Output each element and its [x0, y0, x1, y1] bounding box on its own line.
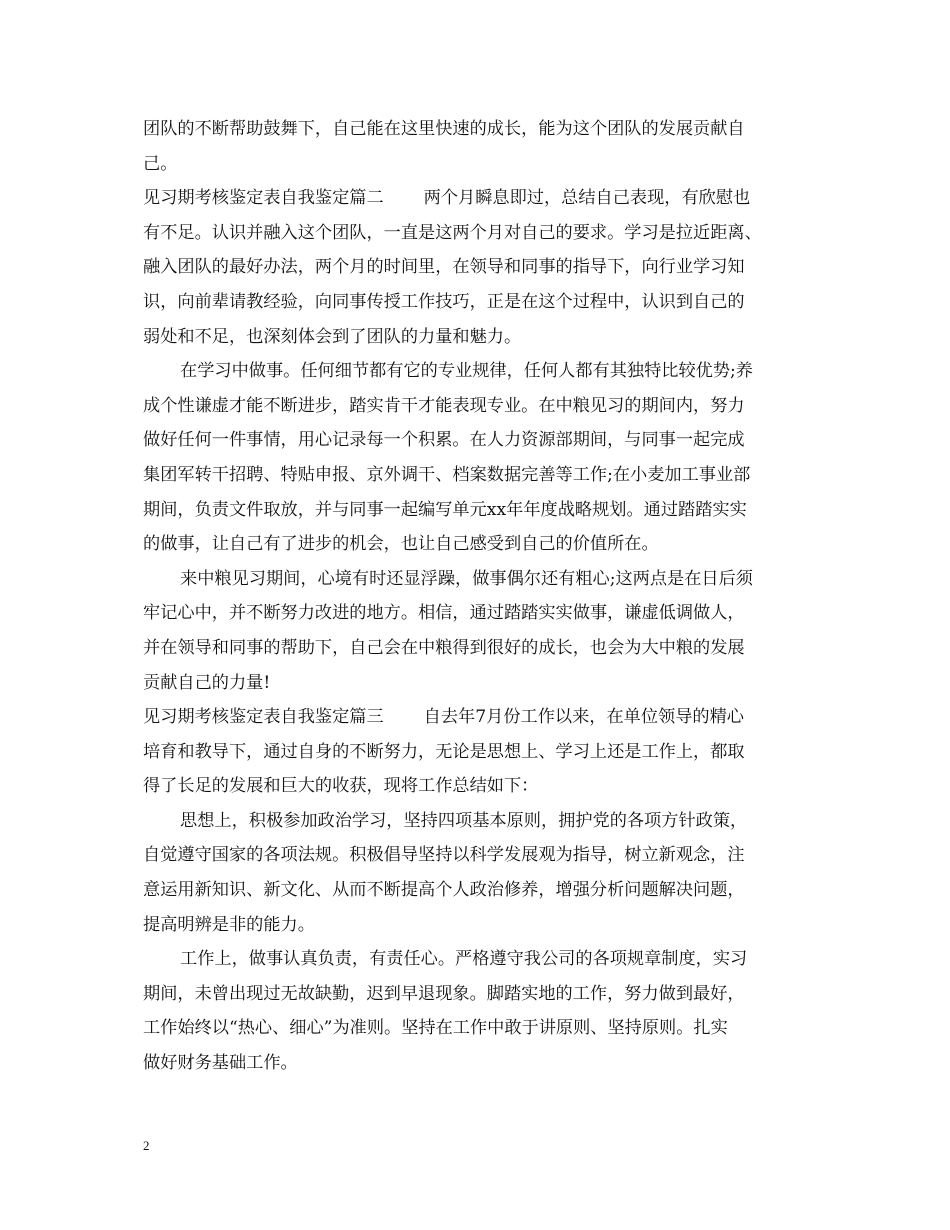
text-line: 团队的不断帮助鼓舞下，自己能在这里快速的成长，能为这个团队的发展贡献自 [143, 119, 745, 139]
text-line: 做好财务基础工作。 [143, 1053, 298, 1074]
page-number: 2 [143, 1138, 150, 1153]
text-line: 集团军转干招聘、特贴申报、京外调干、档案数据完善等工作;在小麦加工事业部 [143, 464, 751, 485]
text-line: 的做事，让自己有了进步的机会，也让自己感受到自己的价值所在。 [143, 534, 659, 555]
text-line: 并在领导和同事的帮助下，自己会在中粮得到很好的成长，也会为大中粮的发展 [143, 637, 745, 658]
text-line: 期间，未曾出现过无故缺勤，迟到早退现象。脚踏实地的工作，努力做到最好， [143, 983, 745, 1004]
text-line: 识，向前辈请教经验，向同事传授工作技巧，正是在这个过程中，认识到自己的 [143, 291, 745, 312]
paragraph-start: 在学习中做事。任何细节都有它的专业规律，任何人都有其独特比较优势;养 [180, 361, 753, 382]
text-line: 融入团队的最好办法，两个月的时间里，在领导和同事的指导下，向行业学习知 [143, 257, 745, 278]
section-heading-line [143, 181, 815, 216]
text-line: 意运用新知识、新文化、从而不断提高个人政治修养，增强分析问题解决问题， [143, 880, 745, 901]
body-text [143, 112, 815, 1081]
text-line: 提高明辨是非的能力。 [143, 914, 315, 935]
text-line: 自去年7月份工作以来，在单位领导的精心 [423, 707, 744, 728]
text-line: 做好任何一件事情，用心记录每一个积累。在人力资源部期间，与同事一起完成 [143, 430, 745, 451]
text-line: 期间，负责文件取放，并与同事一起编写单元xx年年度战略规划。通过踏踏实实 [143, 499, 747, 520]
paragraph-start: 思想上，积极参加政治学习，坚持四项基本原则，拥护党的各项方针政策， [180, 810, 748, 831]
text-line: 得了长足的发展和巨大的收获，现将工作总结如下： [143, 776, 539, 797]
paragraph-start: 工作上，做事认真负责，有责任心。严格遵守我公司的各项规章制度，实习 [180, 949, 748, 970]
section-heading-line [143, 700, 815, 735]
section-heading: 见习期考核鉴定表自我鉴定篇二 [143, 188, 384, 209]
text-line: 成个性谦虚才能不断进步，踏实肯干才能表现专业。在中粮见习的期间内，努力 [143, 395, 745, 416]
text-line: 牢记心中，并不断努力改进的地方。相信，通过踏踏实实做事，谦虚低调做人， [143, 603, 745, 624]
text-line: 工作始终以“热心、细心”为准则。坚持在工作中敢于讲原则、坚持原则。扎实 [143, 1018, 728, 1039]
text-line: 自觉遵守国家的各项法规。积极倡导坚持以科学发展观为指导，树立新观念，注 [143, 845, 745, 866]
text-line: 有不足。认识并融入这个团队，一直是这两个月对自己的要求。学习是拉近距离、 [143, 222, 762, 243]
section-heading: 见习期考核鉴定表自我鉴定篇三 [143, 707, 384, 728]
text-line: 培育和教导下，通过自身的不断努力，无论是思想上、学习上还是工作上，都取 [143, 741, 745, 762]
text-line: 己。 [143, 153, 178, 174]
text-line: 弱处和不足，也深刻体会到了团队的力量和魅力。 [143, 326, 522, 347]
text-line: 两个月瞬息即过，总结自己表现，有欣慰也 [423, 188, 751, 209]
paragraph-start: 来中粮见习期间，心境有时还显浮躁，做事偶尔还有粗心;这两点是在日后须 [180, 568, 753, 589]
text-line: 贡献自己的力量! [143, 672, 271, 693]
